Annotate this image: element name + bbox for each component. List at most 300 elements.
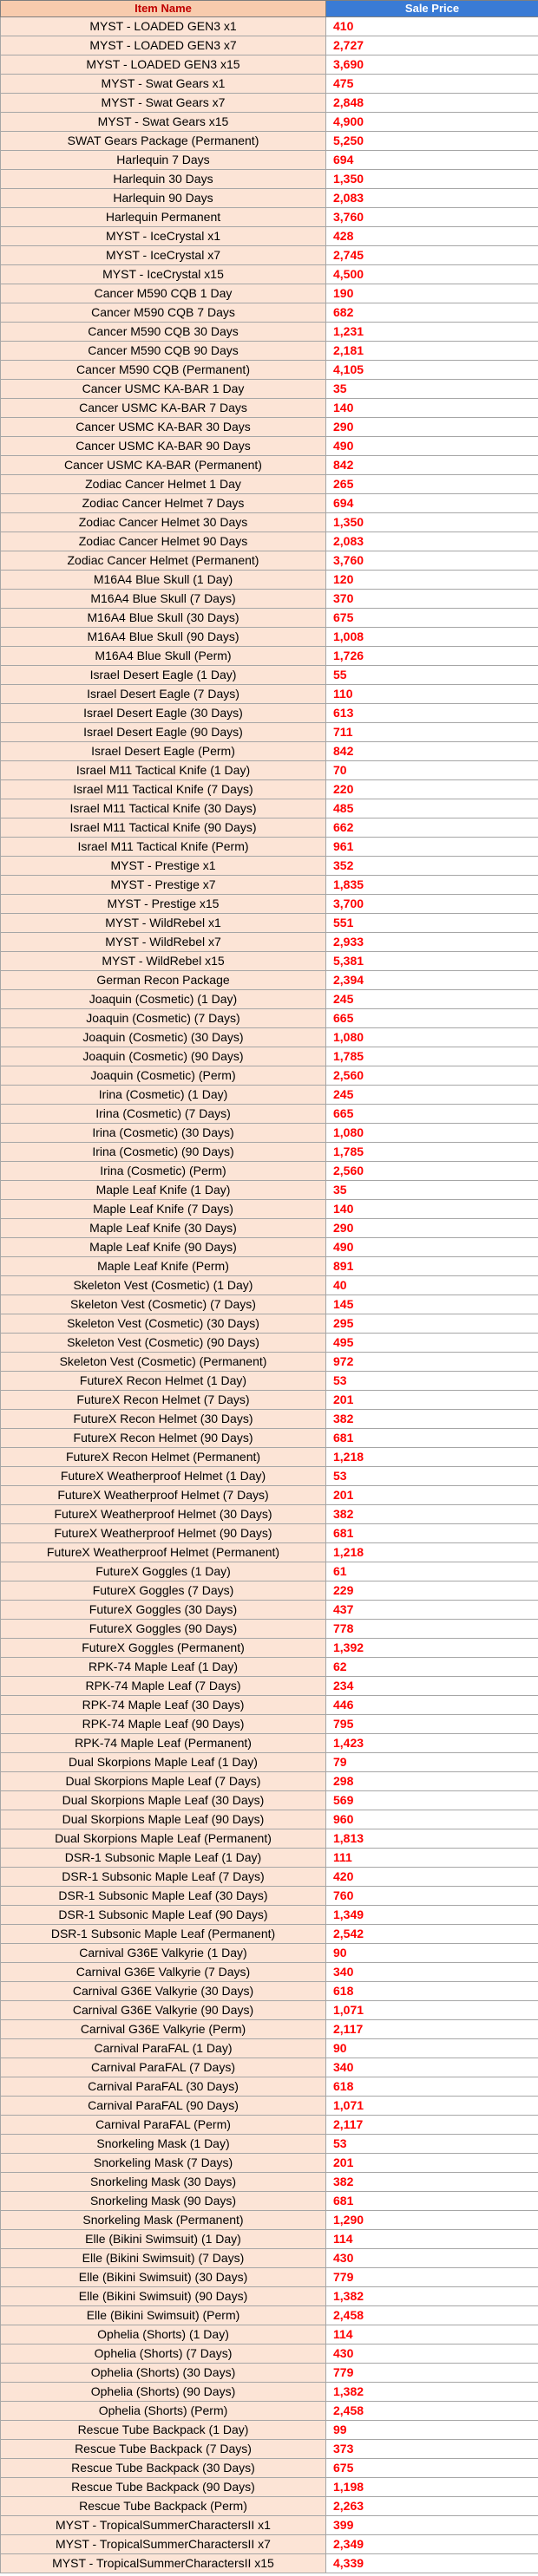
table-row — [1, 1925, 538, 1944]
table-row — [1, 609, 538, 628]
item-name-cell: MYST - WildRebel x7 — [1, 933, 326, 952]
table-row — [1, 2364, 538, 2383]
item-name-cell: MYST - Prestige x1 — [1, 857, 326, 876]
item-name-cell: RPK-74 Maple Leaf (1 Day) — [1, 1658, 326, 1677]
table-row — [1, 2173, 538, 2192]
item-name-cell: Skeleton Vest (Cosmetic) (Permanent) — [1, 1353, 326, 1372]
table-row — [1, 1467, 538, 1486]
sale-price-cell: 35 — [326, 380, 538, 399]
table-row — [1, 2287, 538, 2306]
table-row — [1, 1524, 538, 1543]
table-row — [1, 1353, 538, 1372]
sale-price-cell: 79 — [326, 1753, 538, 1772]
sale-price-cell: 1,218 — [326, 1543, 538, 1562]
item-name-cell: MYST - IceCrystal x1 — [1, 227, 326, 246]
sale-price-cell: 430 — [326, 2249, 538, 2268]
sale-price-cell: 490 — [326, 437, 538, 456]
sale-price-cell: 760 — [326, 1887, 538, 1906]
table-row — [1, 876, 538, 895]
sale-price-cell: 842 — [326, 742, 538, 761]
table-row — [1, 1124, 538, 1143]
item-name-cell: Dual Skorpions Maple Leaf (Permanent) — [1, 1829, 326, 1849]
item-name-cell: FutureX Goggles (90 Days) — [1, 1620, 326, 1639]
item-name-cell: Harlequin Permanent — [1, 208, 326, 227]
table-row — [1, 2077, 538, 2097]
sale-price-cell: 2,394 — [326, 971, 538, 990]
item-name-cell: Carnival G36E Valkyrie (1 Day) — [1, 1944, 326, 1963]
item-name-cell: Dual Skorpions Maple Leaf (90 Days) — [1, 1810, 326, 1829]
sale-price-cell: 961 — [326, 838, 538, 857]
item-name-cell: Dual Skorpions Maple Leaf (7 Days) — [1, 1772, 326, 1791]
item-name-cell: FutureX Recon Helmet (1 Day) — [1, 1372, 326, 1391]
sale-price-cell: 618 — [326, 2077, 538, 2097]
item-name-cell: MYST - WildRebel x15 — [1, 952, 326, 971]
item-name-cell: Cancer M590 CQB 30 Days — [1, 323, 326, 342]
sale-price-cell: 55 — [326, 666, 538, 685]
table-row — [1, 227, 538, 246]
sale-price-cell: 5,250 — [326, 132, 538, 151]
item-name-cell: Maple Leaf Knife (1 Day) — [1, 1181, 326, 1200]
item-name-cell: Snorkeling Mask (7 Days) — [1, 2154, 326, 2173]
table-row — [1, 2478, 538, 2497]
sale-price-cell: 40 — [326, 1276, 538, 1295]
sale-price-cell: 190 — [326, 284, 538, 303]
table-row — [1, 2192, 538, 2211]
sale-price-cell: 420 — [326, 1868, 538, 1887]
table-row — [1, 1906, 538, 1925]
table-row — [1, 1219, 538, 1238]
table-row — [1, 780, 538, 799]
sale-price-cell: 2,560 — [326, 1162, 538, 1181]
item-name-cell: DSR-1 Subsonic Maple Leaf (Permanent) — [1, 1925, 326, 1944]
table-row — [1, 2001, 538, 2020]
item-name-cell: Carnival G36E Valkyrie (Perm) — [1, 2020, 326, 2039]
item-name-cell: Snorkeling Mask (30 Days) — [1, 2173, 326, 2192]
sale-price-cell: 410 — [326, 17, 538, 36]
sale-price-cell: 3,760 — [326, 208, 538, 227]
item-name-cell: Cancer M590 CQB 90 Days — [1, 342, 326, 361]
table-row — [1, 1486, 538, 1505]
sale-price-cell: 373 — [326, 2440, 538, 2459]
table-row — [1, 323, 538, 342]
sale-price-cell: 90 — [326, 1944, 538, 1963]
table-row — [1, 2325, 538, 2344]
item-name-cell: Rescue Tube Backpack (1 Day) — [1, 2421, 326, 2440]
item-name-cell: Joaquin (Cosmetic) (7 Days) — [1, 1009, 326, 1028]
header-sale-price: Sale Price — [326, 1, 538, 17]
item-name-cell: Elle (Bikini Swimsuit) (30 Days) — [1, 2268, 326, 2287]
sale-price-cell: 1,785 — [326, 1047, 538, 1066]
table-row — [1, 1505, 538, 1524]
table-row — [1, 1181, 538, 1200]
item-name-cell: Israel Desert Eagle (Perm) — [1, 742, 326, 761]
item-name-cell: MYST - TropicalSummerCharactersII x15 — [1, 2554, 326, 2573]
item-name-cell: Rescue Tube Backpack (30 Days) — [1, 2459, 326, 2478]
table-row — [1, 799, 538, 818]
table-row — [1, 36, 538, 55]
sale-price-cell: 53 — [326, 1467, 538, 1486]
item-name-cell: MYST - TropicalSummerCharactersII x7 — [1, 2535, 326, 2554]
table-row — [1, 380, 538, 399]
item-name-cell: M16A4 Blue Skull (Perm) — [1, 647, 326, 666]
item-name-cell: Dual Skorpions Maple Leaf (1 Day) — [1, 1753, 326, 1772]
item-name-cell: Irina (Cosmetic) (90 Days) — [1, 1143, 326, 1162]
item-name-cell: Israel M11 Tactical Knife (30 Days) — [1, 799, 326, 818]
table-row — [1, 2440, 538, 2459]
table-row — [1, 189, 538, 208]
sale-price-cell: 340 — [326, 2058, 538, 2077]
item-name-cell: Maple Leaf Knife (Perm) — [1, 1257, 326, 1276]
item-name-cell: Israel Desert Eagle (1 Day) — [1, 666, 326, 685]
item-name-cell: Zodiac Cancer Helmet 90 Days — [1, 532, 326, 551]
item-name-cell: Carnival ParaFAL (7 Days) — [1, 2058, 326, 2077]
sale-price-cell: 245 — [326, 1086, 538, 1105]
sale-price-cell: 1,350 — [326, 513, 538, 532]
sale-price-cell: 551 — [326, 914, 538, 933]
sale-price-cell: 290 — [326, 418, 538, 437]
table-row — [1, 532, 538, 551]
sale-price-cell: 1,071 — [326, 2097, 538, 2116]
sale-price-cell: 370 — [326, 590, 538, 609]
table-row — [1, 1601, 538, 1620]
sale-price-cell: 340 — [326, 1963, 538, 1982]
table-row — [1, 1047, 538, 1066]
table-row — [1, 246, 538, 265]
sale-price-cell: 110 — [326, 685, 538, 704]
sale-price-cell: 234 — [326, 1677, 538, 1696]
item-name-cell: MYST - Swat Gears x1 — [1, 75, 326, 94]
item-name-cell: Cancer M590 CQB (Permanent) — [1, 361, 326, 380]
item-name-cell: Carnival ParaFAL (Perm) — [1, 2116, 326, 2135]
sale-price-cell: 4,339 — [326, 2554, 538, 2573]
table-row — [1, 2249, 538, 2268]
item-name-cell: FutureX Recon Helmet (Permanent) — [1, 1448, 326, 1467]
item-name-cell: German Recon Package — [1, 971, 326, 990]
sale-price-cell: 382 — [326, 2173, 538, 2192]
sale-price-cell: 795 — [326, 1715, 538, 1734]
sale-price-cell: 960 — [326, 1810, 538, 1829]
item-name-cell: DSR-1 Subsonic Maple Leaf (90 Days) — [1, 1906, 326, 1925]
table-row — [1, 1772, 538, 1791]
item-name-cell: FutureX Goggles (Permanent) — [1, 1639, 326, 1658]
table-row — [1, 1620, 538, 1639]
sale-price-cell: 1,198 — [326, 2478, 538, 2497]
sale-price-cell: 430 — [326, 2344, 538, 2364]
table-row — [1, 208, 538, 227]
table-row — [1, 2058, 538, 2077]
item-name-cell: Rescue Tube Backpack (Perm) — [1, 2497, 326, 2516]
table-row — [1, 1429, 538, 1448]
item-name-cell: Israel M11 Tactical Knife (Perm) — [1, 838, 326, 857]
sale-price-cell: 1,218 — [326, 1448, 538, 1467]
table-row — [1, 437, 538, 456]
sale-price-cell: 399 — [326, 2516, 538, 2535]
sale-price-cell: 2,745 — [326, 246, 538, 265]
sale-price-cell: 53 — [326, 1372, 538, 1391]
sale-price-cell: 201 — [326, 2154, 538, 2173]
sale-price-cell: 382 — [326, 1505, 538, 1524]
sale-price-cell: 220 — [326, 780, 538, 799]
item-name-cell: FutureX Recon Helmet (30 Days) — [1, 1410, 326, 1429]
item-name-cell: Carnival G36E Valkyrie (7 Days) — [1, 1963, 326, 1982]
sale-price-cell: 613 — [326, 704, 538, 723]
item-name-cell: DSR-1 Subsonic Maple Leaf (30 Days) — [1, 1887, 326, 1906]
item-name-cell: MYST - TropicalSummerCharactersII x1 — [1, 2516, 326, 2535]
table-row — [1, 132, 538, 151]
item-name-cell: Skeleton Vest (Cosmetic) (1 Day) — [1, 1276, 326, 1295]
item-name-cell: Skeleton Vest (Cosmetic) (30 Days) — [1, 1314, 326, 1334]
table-row — [1, 857, 538, 876]
item-name-cell: Zodiac Cancer Helmet 7 Days — [1, 494, 326, 513]
table-row — [1, 170, 538, 189]
item-name-cell: FutureX Recon Helmet (90 Days) — [1, 1429, 326, 1448]
table-row — [1, 952, 538, 971]
item-name-cell: Irina (Cosmetic) (1 Day) — [1, 1086, 326, 1105]
item-name-cell: M16A4 Blue Skull (30 Days) — [1, 609, 326, 628]
item-name-cell: Elle (Bikini Swimsuit) (90 Days) — [1, 2287, 326, 2306]
sale-price-cell: 1,350 — [326, 170, 538, 189]
table-row — [1, 2154, 538, 2173]
table-row — [1, 2421, 538, 2440]
item-name-cell: Dual Skorpions Maple Leaf (30 Days) — [1, 1791, 326, 1810]
table-row — [1, 1543, 538, 1562]
sale-price-cell: 665 — [326, 1009, 538, 1028]
sale-price-cell: 972 — [326, 1353, 538, 1372]
item-name-cell: Skeleton Vest (Cosmetic) (90 Days) — [1, 1334, 326, 1353]
sale-price-cell: 111 — [326, 1849, 538, 1868]
sale-price-cell: 495 — [326, 1334, 538, 1353]
header-item-name: Item Name — [1, 1, 326, 17]
table-row — [1, 2097, 538, 2116]
sale-price-cell: 428 — [326, 227, 538, 246]
table-row — [1, 2344, 538, 2364]
table-row — [1, 1849, 538, 1868]
sale-price-cell: 1,080 — [326, 1028, 538, 1047]
sale-price-cell: 145 — [326, 1295, 538, 1314]
item-name-cell: Harlequin 30 Days — [1, 170, 326, 189]
sale-price-cell: 2,933 — [326, 933, 538, 952]
table-row — [1, 666, 538, 685]
item-name-cell: Joaquin (Cosmetic) (30 Days) — [1, 1028, 326, 1047]
sale-price-cell: 1,785 — [326, 1143, 538, 1162]
item-name-cell: Cancer USMC KA-BAR (Permanent) — [1, 456, 326, 475]
table-row — [1, 1753, 538, 1772]
item-name-cell: Zodiac Cancer Helmet 30 Days — [1, 513, 326, 532]
item-name-cell: FutureX Weatherproof Helmet (90 Days) — [1, 1524, 326, 1543]
table-row — [1, 1829, 538, 1849]
item-name-cell: SWAT Gears Package (Permanent) — [1, 132, 326, 151]
sale-price-cell: 1,349 — [326, 1906, 538, 1925]
sale-price-cell: 2,263 — [326, 2497, 538, 2516]
table-row — [1, 151, 538, 170]
item-name-cell: Carnival ParaFAL (90 Days) — [1, 2097, 326, 2116]
header-row — [1, 1, 538, 17]
table-row — [1, 2268, 538, 2287]
sale-price-cell: 682 — [326, 303, 538, 323]
sale-price-cell: 2,458 — [326, 2402, 538, 2421]
sale-price-cell: 1,080 — [326, 1124, 538, 1143]
item-name-cell: Snorkeling Mask (Permanent) — [1, 2211, 326, 2230]
sale-price-cell: 61 — [326, 1562, 538, 1581]
sale-price-cell: 3,700 — [326, 895, 538, 914]
item-name-cell: Harlequin 7 Days — [1, 151, 326, 170]
table-row — [1, 1734, 538, 1753]
sale-price-cell: 2,458 — [326, 2306, 538, 2325]
table-row — [1, 1963, 538, 1982]
item-name-cell: FutureX Goggles (30 Days) — [1, 1601, 326, 1620]
sale-price-cell: 295 — [326, 1314, 538, 1334]
sale-price-cell: 62 — [326, 1658, 538, 1677]
table-row — [1, 2459, 538, 2478]
item-name-cell: MYST - IceCrystal x15 — [1, 265, 326, 284]
sale-price-cell: 891 — [326, 1257, 538, 1276]
item-name-cell: FutureX Weatherproof Helmet (1 Day) — [1, 1467, 326, 1486]
table-row — [1, 742, 538, 761]
sale-price-cell: 2,181 — [326, 342, 538, 361]
item-name-cell: Joaquin (Cosmetic) (Perm) — [1, 1066, 326, 1086]
sale-price-cell: 490 — [326, 1238, 538, 1257]
item-name-cell: Ophelia (Shorts) (30 Days) — [1, 2364, 326, 2383]
sale-price-cell: 99 — [326, 2421, 538, 2440]
item-name-cell: Israel M11 Tactical Knife (7 Days) — [1, 780, 326, 799]
sale-price-cell: 290 — [326, 1219, 538, 1238]
item-name-cell: Israel Desert Eagle (90 Days) — [1, 723, 326, 742]
item-name-cell: RPK-74 Maple Leaf (90 Days) — [1, 1715, 326, 1734]
sale-price-cell: 1,382 — [326, 2383, 538, 2402]
table-row — [1, 1868, 538, 1887]
sale-price-cell: 140 — [326, 399, 538, 418]
sale-price-cell: 2,083 — [326, 532, 538, 551]
sale-price-cell: 4,900 — [326, 113, 538, 132]
sale-price-cell: 2,542 — [326, 1925, 538, 1944]
table-row — [1, 94, 538, 113]
table-row — [1, 2116, 538, 2135]
table-row — [1, 1391, 538, 1410]
item-name-cell: FutureX Recon Helmet (7 Days) — [1, 1391, 326, 1410]
item-name-cell: Maple Leaf Knife (7 Days) — [1, 1200, 326, 1219]
sale-price-cell: 3,760 — [326, 551, 538, 571]
table-row — [1, 2230, 538, 2249]
item-name-cell: Ophelia (Shorts) (7 Days) — [1, 2344, 326, 2364]
table-row — [1, 303, 538, 323]
sale-price-cell: 265 — [326, 475, 538, 494]
sale-price-cell: 2,083 — [326, 189, 538, 208]
sale-price-cell: 245 — [326, 990, 538, 1009]
item-name-cell: FutureX Goggles (1 Day) — [1, 1562, 326, 1581]
sale-price-cell: 4,105 — [326, 361, 538, 380]
table-row — [1, 1028, 538, 1047]
table-row — [1, 1086, 538, 1105]
item-name-cell: Irina (Cosmetic) (7 Days) — [1, 1105, 326, 1124]
item-name-cell: Elle (Bikini Swimsuit) (7 Days) — [1, 2249, 326, 2268]
sale-price-cell: 694 — [326, 494, 538, 513]
sale-price-cell: 2,848 — [326, 94, 538, 113]
table-row — [1, 685, 538, 704]
item-name-cell: Irina (Cosmetic) (30 Days) — [1, 1124, 326, 1143]
item-name-cell: Zodiac Cancer Helmet (Permanent) — [1, 551, 326, 571]
item-name-cell: MYST - WildRebel x1 — [1, 914, 326, 933]
sale-price-cell: 1,008 — [326, 628, 538, 647]
item-name-cell: Skeleton Vest (Cosmetic) (7 Days) — [1, 1295, 326, 1314]
sale-price-cell: 3,690 — [326, 55, 538, 75]
item-name-cell: FutureX Weatherproof Helmet (Permanent) — [1, 1543, 326, 1562]
item-name-cell: Elle (Bikini Swimsuit) (Perm) — [1, 2306, 326, 2325]
item-name-cell: DSR-1 Subsonic Maple Leaf (7 Days) — [1, 1868, 326, 1887]
sale-price-cell: 5,381 — [326, 952, 538, 971]
table-row — [1, 818, 538, 838]
item-name-cell: Carnival G36E Valkyrie (90 Days) — [1, 2001, 326, 2020]
sale-price-cell: 382 — [326, 1410, 538, 1429]
table-row — [1, 1944, 538, 1963]
sale-price-cell: 2,560 — [326, 1066, 538, 1086]
item-name-cell: Harlequin 90 Days — [1, 189, 326, 208]
table-row — [1, 2516, 538, 2535]
sale-price-cell: 114 — [326, 2325, 538, 2344]
table-row — [1, 933, 538, 952]
table-row — [1, 1162, 538, 1181]
table-row — [1, 265, 538, 284]
sale-price-cell: 229 — [326, 1581, 538, 1601]
table-row — [1, 1562, 538, 1581]
item-name-cell: Carnival G36E Valkyrie (30 Days) — [1, 1982, 326, 2001]
table-row — [1, 1658, 538, 1677]
table-row — [1, 2554, 538, 2573]
table-row — [1, 1677, 538, 1696]
item-name-cell: Cancer M590 CQB 1 Day — [1, 284, 326, 303]
sale-price-cell: 681 — [326, 2192, 538, 2211]
item-name-cell: Cancer M590 CQB 7 Days — [1, 303, 326, 323]
sale-price-cell: 2,349 — [326, 2535, 538, 2554]
item-name-cell: FutureX Goggles (7 Days) — [1, 1581, 326, 1601]
sale-price-cell: 675 — [326, 609, 538, 628]
table-row — [1, 361, 538, 380]
sale-price-cell: 778 — [326, 1620, 538, 1639]
table-row — [1, 1372, 538, 1391]
item-name-cell: M16A4 Blue Skull (90 Days) — [1, 628, 326, 647]
sale-price-cell: 35 — [326, 1181, 538, 1200]
sale-price-cell: 618 — [326, 1982, 538, 2001]
table-row — [1, 475, 538, 494]
item-name-cell: Snorkeling Mask (1 Day) — [1, 2135, 326, 2154]
sale-price-cell: 1,813 — [326, 1829, 538, 1849]
table-row — [1, 761, 538, 780]
sale-price-cell: 475 — [326, 75, 538, 94]
sale-price-cell: 90 — [326, 2039, 538, 2058]
item-name-cell: Cancer USMC KA-BAR 30 Days — [1, 418, 326, 437]
table-row — [1, 1295, 538, 1314]
table-row — [1, 1334, 538, 1353]
table-row — [1, 1276, 538, 1295]
item-name-cell: MYST - Swat Gears x7 — [1, 94, 326, 113]
table-row — [1, 990, 538, 1009]
table-row — [1, 1314, 538, 1334]
sale-price-cell: 681 — [326, 1524, 538, 1543]
item-name-cell: Cancer USMC KA-BAR 7 Days — [1, 399, 326, 418]
item-name-cell: Rescue Tube Backpack (90 Days) — [1, 2478, 326, 2497]
sale-price-cell: 1,726 — [326, 647, 538, 666]
table-row — [1, 513, 538, 532]
sale-price-cell: 53 — [326, 2135, 538, 2154]
sale-price-cell: 120 — [326, 571, 538, 590]
item-name-cell: Cancer USMC KA-BAR 1 Day — [1, 380, 326, 399]
item-name-cell: FutureX Weatherproof Helmet (30 Days) — [1, 1505, 326, 1524]
sale-price-cell: 711 — [326, 723, 538, 742]
item-name-cell: MYST - Prestige x7 — [1, 876, 326, 895]
sale-price-cell: 2,727 — [326, 36, 538, 55]
sale-price-cell: 1,392 — [326, 1639, 538, 1658]
table-row — [1, 1696, 538, 1715]
table-row — [1, 2306, 538, 2325]
